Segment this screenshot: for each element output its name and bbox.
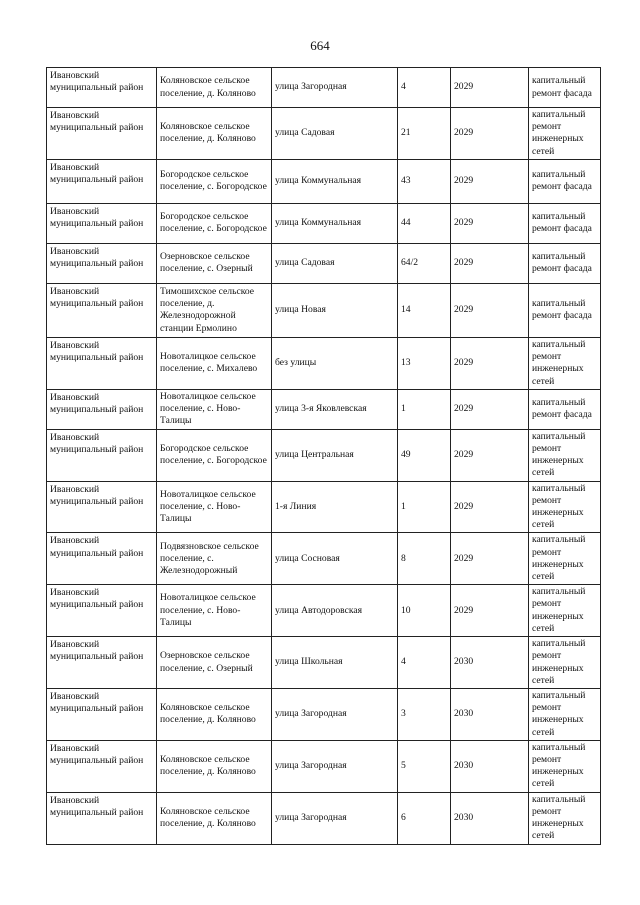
- cell-year: 2030: [451, 740, 529, 792]
- cell-year: 2029: [451, 389, 529, 429]
- cell-year: 2029: [451, 585, 529, 637]
- table-row: [47, 159, 601, 203]
- cell-settlement: Новоталицкое сельское поселение, с. Ново-Талицы: [157, 585, 272, 637]
- cell-year: 2030: [451, 637, 529, 689]
- cell-settlement: Богородское сельское поселение, с. Богородское: [157, 159, 272, 203]
- cell-house: 1: [398, 481, 451, 533]
- table-row: [47, 740, 601, 792]
- cell-district: Ивановский муниципальный район: [47, 243, 157, 283]
- cell-settlement: Коляновское сельское поселение, д. Коляново: [157, 68, 272, 108]
- cell-house: 64/2: [398, 243, 451, 283]
- table-row: [47, 243, 601, 283]
- cell-year: 2030: [451, 792, 529, 844]
- cell-work: капитальный ремонт инженерных сетей: [529, 337, 601, 389]
- cell-district: Ивановский муниципальный район: [47, 68, 157, 108]
- cell-year: 2029: [451, 108, 529, 160]
- cell-district: Ивановский муниципальный район: [47, 159, 157, 203]
- cell-street: улица Новая: [272, 283, 398, 337]
- cell-house: 3: [398, 689, 451, 741]
- cell-street: улица Загородная: [272, 740, 398, 792]
- table-row: [47, 283, 601, 337]
- cell-district: Ивановский муниципальный район: [47, 585, 157, 637]
- cell-work: капитальный ремонт фасада: [529, 159, 601, 203]
- cell-work: капитальный ремонт инженерных сетей: [529, 792, 601, 844]
- cell-settlement: Подвязновское сельское поселение, с. Железнодорожный: [157, 533, 272, 585]
- cell-work: капитальный ремонт фасада: [529, 68, 601, 108]
- table-row: [47, 792, 601, 844]
- table-row: [47, 108, 601, 160]
- cell-work: капитальный ремонт инженерных сетей: [529, 585, 601, 637]
- cell-house: 21: [398, 108, 451, 160]
- table-row: [47, 337, 601, 389]
- cell-district: Ивановский муниципальный район: [47, 203, 157, 243]
- cell-street: без улицы: [272, 337, 398, 389]
- cell-settlement: Новоталицкое сельское поселение, с. Михалево: [157, 337, 272, 389]
- cell-year: 2029: [451, 68, 529, 108]
- cell-street: улица Автодоровская: [272, 585, 398, 637]
- cell-work: капитальный ремонт фасада: [529, 203, 601, 243]
- cell-district: Ивановский муниципальный район: [47, 389, 157, 429]
- cell-settlement: Новоталицкое сельское поселение, с. Ново-Талицы: [157, 389, 272, 429]
- cell-district: Ивановский муниципальный район: [47, 337, 157, 389]
- cell-district: Ивановский муниципальный район: [47, 740, 157, 792]
- cell-street: улица Школьная: [272, 637, 398, 689]
- cell-street: улица Загородная: [272, 689, 398, 741]
- cell-house: 44: [398, 203, 451, 243]
- cell-work: капитальный ремонт инженерных сетей: [529, 108, 601, 160]
- cell-district: Ивановский муниципальный район: [47, 533, 157, 585]
- page-number: 664: [310, 38, 330, 53]
- table-row: [47, 68, 601, 108]
- cell-house: 49: [398, 429, 451, 481]
- cell-street: улица Коммунальная: [272, 159, 398, 203]
- cell-work: капитальный ремонт фасада: [529, 243, 601, 283]
- table-row: [47, 533, 601, 585]
- cell-year: 2029: [451, 481, 529, 533]
- cell-street: улица Загородная: [272, 68, 398, 108]
- cell-settlement: Коляновское сельское поселение, д. Коляново: [157, 792, 272, 844]
- cell-district: Ивановский муниципальный район: [47, 637, 157, 689]
- table-row: [47, 637, 601, 689]
- table-row: [47, 203, 601, 243]
- cell-settlement: Новоталицкое сельское поселение, с. Ново-Талицы: [157, 481, 272, 533]
- cell-house: 10: [398, 585, 451, 637]
- registry-table: [46, 67, 601, 845]
- cell-work: капитальный ремонт инженерных сетей: [529, 429, 601, 481]
- cell-house: 4: [398, 637, 451, 689]
- cell-house: 43: [398, 159, 451, 203]
- cell-year: 2029: [451, 243, 529, 283]
- cell-house: 1: [398, 389, 451, 429]
- cell-street: улица Загородная: [272, 792, 398, 844]
- cell-street: улица Центральная: [272, 429, 398, 481]
- cell-street: улица Садовая: [272, 243, 398, 283]
- table-row: [47, 689, 601, 741]
- cell-year: 2029: [451, 159, 529, 203]
- table-row: [47, 481, 601, 533]
- cell-district: Ивановский муниципальный район: [47, 481, 157, 533]
- table-row: [47, 429, 601, 481]
- cell-street: улица Сосновая: [272, 533, 398, 585]
- cell-settlement: Богородское сельское поселение, с. Богородское: [157, 203, 272, 243]
- cell-year: 2029: [451, 429, 529, 481]
- cell-street: 1-я Линия: [272, 481, 398, 533]
- cell-district: Ивановский муниципальный район: [47, 429, 157, 481]
- cell-year: 2029: [451, 337, 529, 389]
- cell-work: капитальный ремонт инженерных сетей: [529, 533, 601, 585]
- cell-work: капитальный ремонт инженерных сетей: [529, 637, 601, 689]
- cell-settlement: Озерновское сельское поселение, с. Озерный: [157, 243, 272, 283]
- cell-street: улица Коммунальная: [272, 203, 398, 243]
- cell-work: капитальный ремонт инженерных сетей: [529, 481, 601, 533]
- cell-settlement: Коляновское сельское поселение, д. Коляново: [157, 689, 272, 741]
- cell-house: 8: [398, 533, 451, 585]
- cell-street: улица Садовая: [272, 108, 398, 160]
- cell-house: 13: [398, 337, 451, 389]
- cell-settlement: Коляновское сельское поселение, д. Коляново: [157, 740, 272, 792]
- cell-district: Ивановский муниципальный район: [47, 792, 157, 844]
- cell-year: 2029: [451, 533, 529, 585]
- cell-settlement: Коляновское сельское поселение, д. Коляново: [157, 108, 272, 160]
- table-row: [47, 585, 601, 637]
- cell-settlement: Тимошихское сельское поселение, д. Железнодорожной станции Ермолино: [157, 283, 272, 337]
- cell-year: 2029: [451, 283, 529, 337]
- cell-year: 2030: [451, 689, 529, 741]
- cell-house: 5: [398, 740, 451, 792]
- cell-work: капитальный ремонт фасада: [529, 389, 601, 429]
- cell-work: капитальный ремонт инженерных сетей: [529, 689, 601, 741]
- cell-house: 6: [398, 792, 451, 844]
- cell-settlement: Озерновское сельское поселение, с. Озерный: [157, 637, 272, 689]
- cell-settlement: Богородское сельское поселение, с. Богородское: [157, 429, 272, 481]
- cell-work: капитальный ремонт фасада: [529, 283, 601, 337]
- table-row: [47, 389, 601, 429]
- cell-district: Ивановский муниципальный район: [47, 108, 157, 160]
- cell-district: Ивановский муниципальный район: [47, 689, 157, 741]
- cell-house: 14: [398, 283, 451, 337]
- cell-year: 2029: [451, 203, 529, 243]
- cell-street: улица 3-я Яковлевская: [272, 389, 398, 429]
- cell-house: 4: [398, 68, 451, 108]
- cell-work: капитальный ремонт инженерных сетей: [529, 740, 601, 792]
- cell-district: Ивановский муниципальный район: [47, 283, 157, 337]
